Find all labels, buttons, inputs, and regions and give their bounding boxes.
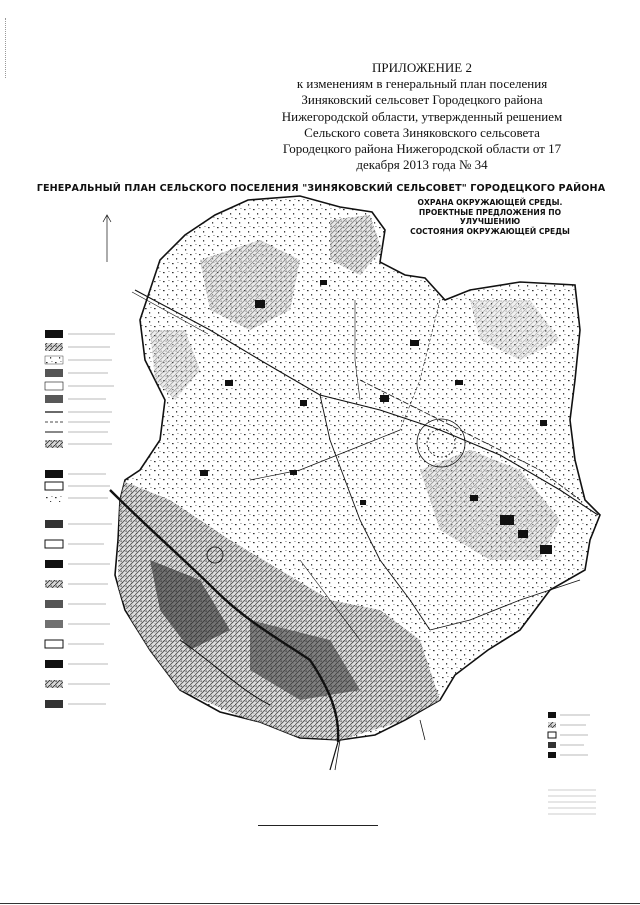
compass-mark xyxy=(103,215,111,262)
map-legend-right xyxy=(548,712,596,814)
appendix-line: Зиняковский сельсовет Городецкого района xyxy=(301,92,543,108)
appendix-line: ПРИЛОЖЕНИЕ 2 xyxy=(372,60,472,75)
appendix-line: Нижегородской области, утвержденный решением xyxy=(281,108,563,124)
map-body xyxy=(110,196,600,770)
appendix-line: декабря 2013 года № 34 xyxy=(356,157,488,173)
appendix-line: Сельского совета Зиняковского сельсовета xyxy=(304,124,540,140)
map-subtitle-line: ПРОЕКТНЫЕ ПРЕДЛОЖЕНИЯ ПО УЛУЧШЕНИЮ xyxy=(418,207,562,227)
bottom-rule xyxy=(258,825,378,826)
map-subtitle-line: СОСТОЯНИЯ ОКРУЖАЮЩЕЙ СРЕДЫ xyxy=(410,226,570,236)
appendix-line: к изменениям в генеральный план поселения xyxy=(296,76,548,92)
map-title: ГЕНЕРАЛЬНЫЙ ПЛАН СЕЛЬСКОГО ПОСЕЛЕНИЯ "ЗИНЯКОВСКИЙ СЕЛЬСОВЕТ" ГОРОДЕЦКОГО РАЙОНА xyxy=(36,183,606,194)
appendix-line: Городецкого района Нижегородской области от 17 xyxy=(282,141,562,157)
page-edge xyxy=(0,903,640,904)
map-legend xyxy=(45,330,115,708)
map-subtitle-line: ОХРАНА ОКРУЖАЮЩЕЙ СРЕДЫ. xyxy=(417,198,563,207)
